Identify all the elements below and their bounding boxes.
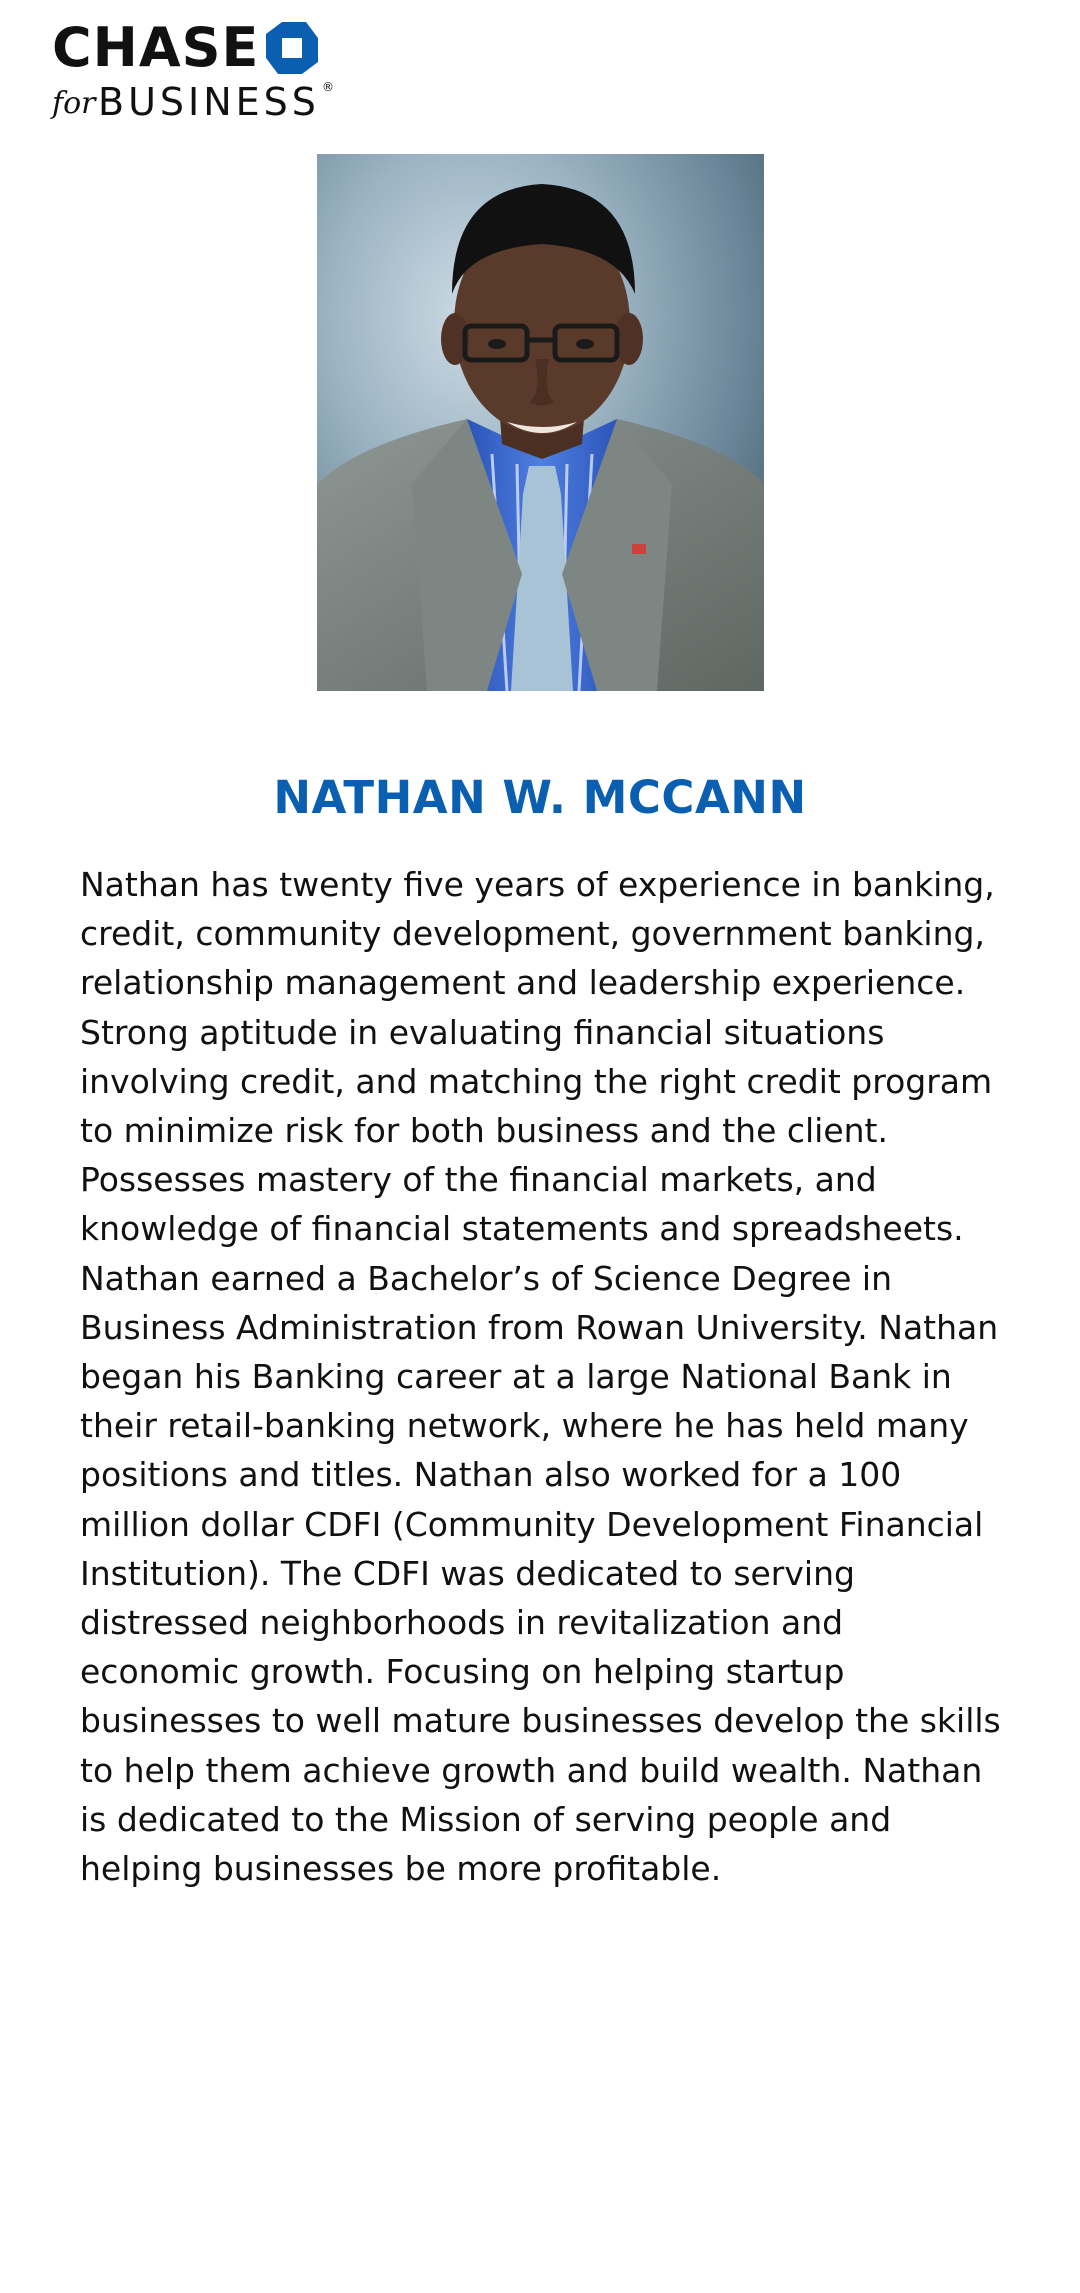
chase-for-business-logo xyxy=(52,18,352,128)
profile-name: NATHAN W. MCCANN xyxy=(273,771,807,825)
profile-photo xyxy=(317,154,764,691)
registered-mark: ® xyxy=(322,80,334,94)
profile-bio: Nathan has twenty five years of experience in banking, credit, community development, government banking, relationship management and leadership experience. Strong aptitude in evaluating financial situations involving credit, and matching the right credit program to minimize risk for both business and the client. Possesses mastery of the financial markets, and knowledge of financial statements and spreadsheets. Nathan earned a Bachelor’s of Science Degree in Business Administration from Rowan University. Nathan began his Banking career at a large National Bank in their retail-banking network, where he has held many positions and titles. Nathan also worked for a 100 million dollar CDFI (Community Development Financial Institution). The CDFI was dedicated to serving distressed neighborhoods in revitalization and economic growth. Focusing on helping startup businesses to well mature businesses develop the skills to help them achieve growth and build wealth. Nathan is dedicated to the Mission of serving people and helping businesses be more profitable. xyxy=(80,865,1001,1889)
logo-for-text: for xyxy=(52,86,96,121)
portrait-photo-icon xyxy=(317,154,764,691)
logo-business-text: BUSINESS xyxy=(98,80,320,124)
chase-octagon-icon xyxy=(264,20,320,76)
logo-wordmark: CHASE xyxy=(52,16,260,79)
